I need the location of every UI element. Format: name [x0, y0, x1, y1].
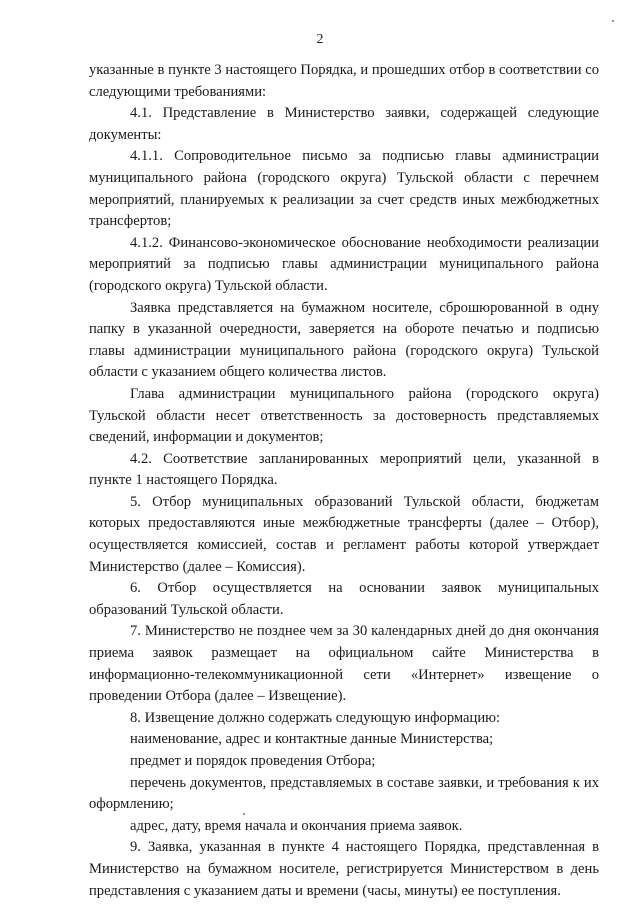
scan-speck	[612, 20, 614, 22]
page-number: 2	[316, 32, 324, 47]
list-item-subject: предмет и порядок проведения Отбора;	[130, 753, 376, 769]
list-item-dates: адрес, дату, время начала и окончания приема заявок.	[130, 817, 463, 834]
paragraph-4-1-2: 4.1.2. Финансово-экономическое обоснование необходимости реализации мероприятий за подписью главы администрации муниципального района (городского округа) Тульской области.	[89, 234, 599, 294]
paragraph-7: 7. Министерство не позднее чем за 30 календарных дней до дня окончания приема заявок размещает на официальном сайте Министерства в информационно-телекоммуникационной сети «Интернет» извещение о проведении Отбора (далее – Извещение).	[89, 623, 599, 705]
document-body	[89, 60, 599, 902]
paragraph-8: 8. Извещение должно содержать следующую информацию:	[130, 709, 501, 726]
paragraph-4-1: 4.1. Представление в Министерство заявки, содержащей следующие документы:	[89, 105, 599, 143]
paragraph-6: 6. Отбор осуществляется на основании заявок муниципальных образований Тульской области.	[89, 580, 599, 618]
scan-speck	[243, 813, 245, 815]
paragraph-9: 9. Заявка, указанная в пункте 4 настоящего Порядка, представленная в Министерство на бумажном носителе, регистрируется Министерством в день представления с указанием даты и времени (часы, минуты) ее поступления.	[89, 839, 599, 899]
list-item-contacts: наименование, адрес и контактные данные Министерства;	[130, 731, 494, 748]
paragraph-5: 5. Отбор муниципальных образований Тульской области, бюджетам которых предоставляются иные межбюджетные трансферты (далее – Отбор), осуществляется комиссией, состав и регламент работы которой утверждает Министерство (далее – Комиссия).	[89, 493, 599, 575]
paragraph-4-2: 4.2. Соответствие запланированных мероприятий цели, указанной в пункте 1 настоящего Порядка.	[89, 450, 599, 489]
paragraph-responsibility: Глава администрации муниципального района (городского округа) Тульской области несет ответственность за достоверность представляемых сведений, информации и документов;	[89, 385, 599, 446]
paragraph-continuation: указанные в пункте 3 настоящего Порядка, и прошедших отбор в соответствии со следующими требованиями:	[89, 62, 599, 100]
paragraph-application-format: Заявка представляется на бумажном носителе, сброшюрованной в одну папку в указанной очередности, заверяется на обороте печатью и подписью главы администрации муниципального района (городского округа) Тульской области с указанием общего количества листов.	[89, 299, 599, 381]
paragraph-4-1-1: 4.1.1. Сопроводительное письмо за подписью главы администрации муниципального района (городского округа) Тульской области с перечнем мероприятий, планируемых к реализации за счет средств иных межбюджетных трансфертов;	[89, 148, 599, 230]
list-item-documents: перечень документов, представляемых в составе заявки, и требования к их оформлению;	[89, 774, 599, 813]
